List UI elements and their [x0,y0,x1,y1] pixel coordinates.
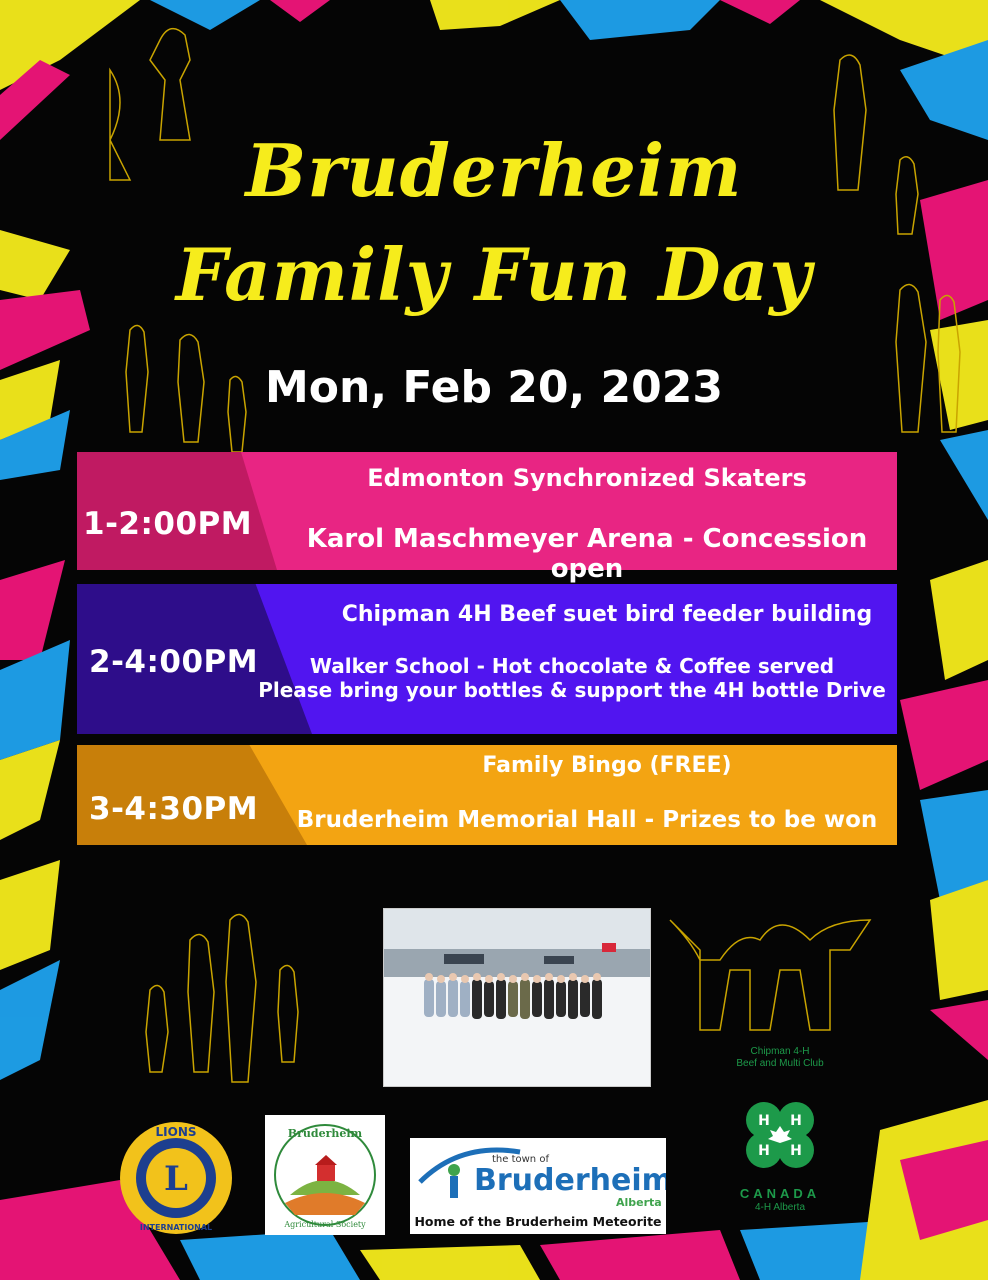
skaters-photo-illustration [384,909,650,1086]
lions-letter: L [164,1159,188,1199]
town-of-bruderheim-logo [410,1138,666,1234]
agri-subtitle: Agricultural Society [284,1220,366,1229]
event-note: Please bring your bottles & support the 4H bottle Drive [258,678,886,702]
event-band-1 [77,452,897,584]
event-title: Family Bingo (FREE) [482,753,732,778]
event-time: 3-4:30PM [89,791,259,827]
town-logo-graphic [410,1138,666,1214]
event-date: Mon, Feb 20, 2023 [264,362,724,413]
svg-text:H: H [758,1143,770,1159]
svg-text:H: H [790,1143,802,1159]
event-band-3 [77,745,897,845]
event-band-2 [77,584,897,734]
fourh-club-line-2: Beef and Multi Club [736,1058,824,1069]
lions-bottom-text: INTERNATIONAL [139,1223,213,1232]
agricultural-society-logo [265,1115,385,1235]
town-tagline: Home of the Bruderheim Meteorite [414,1214,662,1229]
title-line-2: Family Fun Day [175,232,813,317]
skaters-photo [383,908,651,1087]
event-title: Chipman 4H Beef suet bird feeder building [341,602,873,627]
fourh-club-line-1: Chipman 4-H [750,1046,810,1057]
event-time: 2-4:00PM [89,644,259,680]
event-title: Edmonton Synchronized Skaters [367,464,807,492]
fourh-region: 4-H Alberta [754,1202,806,1213]
agri-name: Bruderheim [287,1127,363,1140]
town-name: Bruderheim [474,1163,666,1198]
lions-international-logo [118,1120,234,1236]
event-time: 1-2:00PM [83,506,253,542]
event-location: Bruderheim Memorial Hall - Prizes to be won [296,807,878,833]
event-location: Karol Maschmeyer Arena - Concession open [306,524,868,584]
svg-text:H: H [758,1113,770,1129]
lions-top-text: LIONS [155,1125,197,1139]
town-region: Alberta [616,1196,662,1209]
four-h-clover-logo [720,1090,840,1180]
fourh-country: CANADA [739,1186,821,1201]
fourh-club-name [700,1046,860,1070]
title-line-1: Bruderheim [245,128,743,213]
svg-text:H: H [790,1113,802,1129]
town-prefix: the town of [492,1154,549,1165]
event-location: Walker School - Hot chocolate & Coffee served [309,654,835,678]
